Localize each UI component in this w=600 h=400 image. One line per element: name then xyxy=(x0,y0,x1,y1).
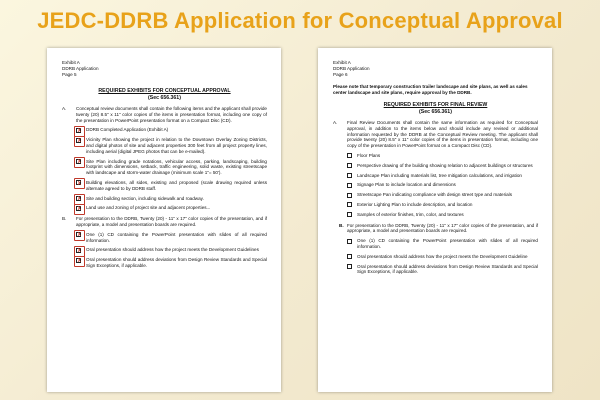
checkbox-checked-icon: X xyxy=(77,257,81,264)
page-header xyxy=(62,60,267,78)
item-text: Land use and zoning of project site and adjacent properties... xyxy=(86,205,211,211)
checklist-a xyxy=(333,153,538,218)
approval-note: Please note that temporary construction trailer landscape and site plans, as well as sales center landscape and site plans, require approval by the DDRB. xyxy=(333,84,528,95)
checklist-item xyxy=(333,163,538,169)
checklist-item xyxy=(333,238,538,250)
checklist-item xyxy=(333,212,538,218)
checkbox-empty-icon xyxy=(347,212,352,217)
checkbox-checked-icon: X xyxy=(77,205,81,212)
checkbox-empty-icon xyxy=(347,264,352,269)
checklist-item xyxy=(62,247,267,253)
checklist-item xyxy=(62,127,267,133)
section-heading: REQUIRED EXHIBITS FOR FINAL REVIEW xyxy=(383,102,488,108)
item-text: Oral presentation should address how the project meets the Development Guidelines xyxy=(86,247,259,253)
checklist-item xyxy=(333,173,538,179)
section-heading: REQUIRED EXHIBITS FOR CONCEPTUAL APPROVAL xyxy=(98,88,231,94)
checklist-item xyxy=(333,192,538,198)
item-text: One (1) CD containing the PowerPoint presentation with slides of all required information. xyxy=(357,238,538,249)
item-text: Site and building section, including sidewalk and roadway. xyxy=(86,195,204,201)
checkbox-checked-icon: X xyxy=(77,137,81,144)
page-6 xyxy=(318,48,552,392)
checklist-item xyxy=(62,196,267,202)
paragraph-text: For presentation to the DDRB, Twenty (20) - 11" x 17" color copies of the presentation, and if appropriate, a model and presentation boards are required. xyxy=(76,216,267,227)
item-text: Oral presentation should address how the project meets the Development Guideline xyxy=(357,253,528,259)
paragraph-label: A. xyxy=(333,120,338,125)
item-text: Floor Plans xyxy=(357,152,381,158)
header-line: Page 6 xyxy=(333,72,348,77)
page-5 xyxy=(47,48,281,392)
checkbox-empty-icon xyxy=(347,163,352,168)
header-line: DDRB Application xyxy=(333,66,370,71)
item-text: Samples of exterior finishes, trim, color, and textures xyxy=(357,211,464,217)
checklist-item xyxy=(333,153,538,159)
checkbox-empty-icon xyxy=(347,193,352,198)
header-line: DDRB Application xyxy=(62,66,99,71)
paragraph-label: B. xyxy=(62,216,67,222)
checklist-item xyxy=(333,264,538,276)
paragraph-label: A. xyxy=(62,106,67,111)
checkbox-checked-icon: X xyxy=(77,232,81,239)
page-header xyxy=(333,60,538,78)
item-text: Perspective drawing of the building showing relation to adjacent buildings or structures xyxy=(357,162,533,168)
checkbox-empty-icon xyxy=(347,173,352,178)
item-text: Signage Plan to include location and dimensions xyxy=(357,182,456,188)
paragraph-a xyxy=(62,106,267,123)
checkbox-checked-icon: X xyxy=(77,180,81,187)
checkbox-checked-icon: X xyxy=(77,196,81,203)
checklist-item xyxy=(333,182,538,188)
section-code: (Sec 656.361) xyxy=(419,108,452,115)
section-code: (Sec 656.361) xyxy=(148,94,181,101)
slide-title: JEDC-DDRB Application for Conceptual Approval xyxy=(37,8,563,33)
checkbox-empty-icon xyxy=(347,153,352,158)
checkbox-empty-icon xyxy=(347,254,352,259)
header-line: Exhibit A xyxy=(333,60,351,65)
paragraph-text: Final Review Documents shall contain the same information as required for Conceptual approval, in addition to the items below and should include any revised or additional information requested by the DDRB at the Conceptual Review meeting. The applicant shall provide twenty (20) 8.5" x 11" color copies of the items in presentation format, including one copy of the presentation in PowerPoint format on a Compact Disc (CD). xyxy=(347,120,538,149)
checklist-item xyxy=(333,202,538,208)
checkbox-empty-icon xyxy=(347,239,352,244)
checklist-b xyxy=(333,238,538,275)
paragraph-b xyxy=(333,223,538,235)
item-text: One (1) CD containing the PowerPoint presentation with slides of all required information. xyxy=(86,231,267,243)
checklist-item xyxy=(62,257,267,269)
paragraph-text: Conceptual review documents shall contain the following items and the applicant shall provide twenty (20) 8.5" x 11" color copies of the items in presentation format, including one copy of the presentation in PowerPoint presentation format on a Compact Disc (CD). xyxy=(76,106,267,123)
checkbox-empty-icon xyxy=(347,202,352,207)
checkbox-empty-icon xyxy=(347,183,352,188)
header-line: Exhibit A xyxy=(62,60,80,65)
checklist-item xyxy=(62,180,267,192)
checkbox-checked-icon: X xyxy=(77,128,81,134)
checklist-item xyxy=(62,205,267,211)
checkbox-checked-icon: X xyxy=(77,247,81,254)
paragraph-a xyxy=(333,120,538,149)
checklist-a xyxy=(62,127,267,211)
checkbox-checked-icon: X xyxy=(77,159,81,166)
item-text: Landscape Plan including materials list, tree mitigation calculations, and irrigation xyxy=(357,172,522,178)
paragraph-text: For presentation to the DDRB, Twenty (20) - 11" x 17" color copies of the presentation, and if appropriate, a model and presentation boards are required. xyxy=(347,222,538,234)
checklist-item xyxy=(62,232,267,244)
checklist-item xyxy=(62,159,267,176)
item-text: Streetscape Pan indicating compliance with design street type and materials xyxy=(357,192,512,198)
paragraph-b xyxy=(62,216,267,228)
header-line: Page 5 xyxy=(62,72,77,77)
item-text: DDRB Completed Application (Exhibit A) xyxy=(86,127,169,133)
checklist-item xyxy=(62,137,267,154)
item-text: Oral presentation should address deviations from Design Review Standards and Special Sign Exceptions, if applicable. xyxy=(86,257,267,268)
item-text: Building elevations, all sides, existing and proposed (scale drawing required unless alternate agreed to by DDRB staff. xyxy=(86,179,267,191)
item-text: Vicinity Plan showing the project in relation to the Downtown Overlay Zoning Districts, and digital photos of site and adjacent properties 300 feet from all project property lines, including aerial (digital JPEG photos that can be e-mailed). xyxy=(86,137,267,154)
item-text: Site Plan including grade notations, vehicular access, parking, landscaping, building footprint with dimensions, setback, traffic engineering, solid waste, existing streetscape with landscape and storm-water drainage (minimum scale 1"= 50'). xyxy=(86,158,267,176)
paragraph-label: B. xyxy=(339,222,344,228)
checklist-b xyxy=(62,232,267,269)
checklist-item xyxy=(333,254,538,260)
item-text: Exterior Lighting Plan to include description, and location xyxy=(357,201,473,207)
item-text: Oral presentation should address deviations from Design Review Standards and Special Sign Exceptions, if applicable. xyxy=(357,263,538,275)
